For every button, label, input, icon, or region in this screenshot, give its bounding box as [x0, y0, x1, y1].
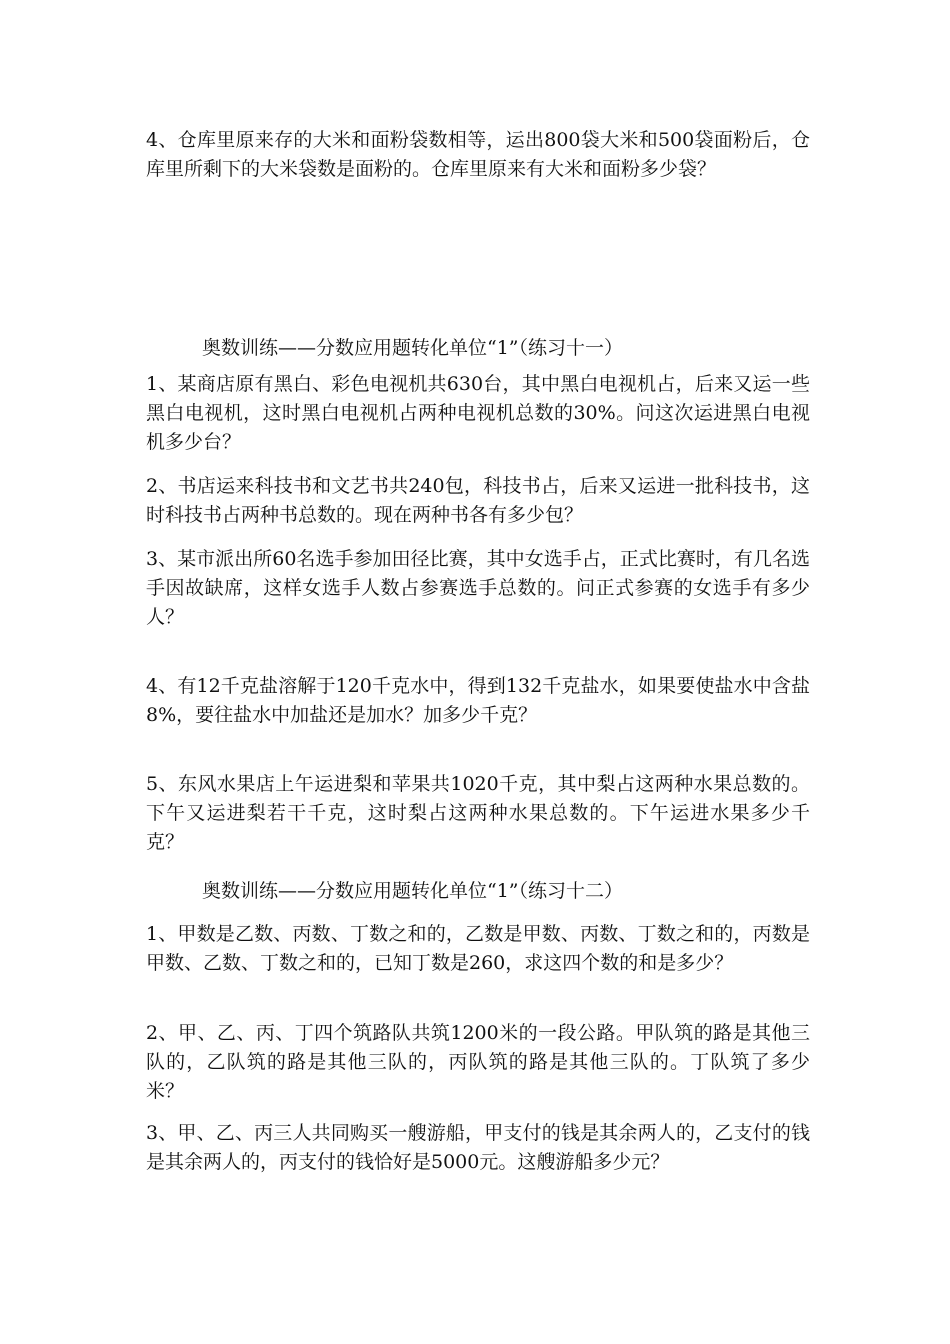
problem-paragraph: 4、仓库里原来存的大米和面粉袋数相等，运出800袋大米和500袋面粉后，仓库里所剩下的大米袋数是面粉的。仓库里原来有大米和面粉多少袋？ — [146, 129, 810, 180]
section-title-exercise-11: 奥数训练——分数应用题转化单位“1”（练习十一） — [202, 337, 624, 359]
problem-paragraph: 3、甲、乙、丙三人共同购买一艘游船，甲支付的钱是其余两人的，乙支付的钱是其余两人的，丙支付的钱恰好是5000元。这艘游船多少元？ — [146, 1122, 810, 1173]
problem-paragraph: 5、东风水果店上午运进梨和苹果共1020千克，其中梨占这两种水果总数的。下午又运进梨若干千克，这时梨占这两种水果总数的。下午运进水果多少千克？ — [146, 773, 810, 853]
problem-paragraph: 1、甲数是乙数、丙数、丁数之和的，乙数是甲数、丙数、丁数之和的，丙数是甲数、乙数、丁数之和的，已知丁数是260，求这四个数的和是多少？ — [146, 923, 810, 974]
problem-paragraph: 4、有12千克盐溶解于120千克水中，得到132千克盐水，如果要使盐水中含盐8%，要往盐水中加盐还是加水？加多少千克？ — [146, 675, 810, 726]
problem-paragraph: 2、书店运来科技书和文艺书共240包，科技书占，后来又运进一批科技书，这时科技书占两种书总数的。现在两种书各有多少包？ — [146, 475, 810, 526]
problem-paragraph: 1、某商店原有黑白、彩色电视机共630台，其中黑白电视机占，后来又运一些黑白电视机，这时黑白电视机占两种电视机总数的30%。问这次运进黑白电视机多少台？ — [146, 373, 810, 453]
problem-paragraph: 2、甲、乙、丙、丁四个筑路队共筑1200米的一段公路。甲队筑的路是其他三队的，乙队筑的路是其他三队的，丙队筑的路是其他三队的。丁队筑了多少米？ — [146, 1022, 810, 1102]
section-title-exercise-12: 奥数训练——分数应用题转化单位“1”（练习十二） — [202, 880, 624, 902]
problem-paragraph: 3、某市派出所60名选手参加田径比赛，其中女选手占，正式比赛时，有几名选手因故缺席，这样女选手人数占参赛选手总数的。问正式参赛的女选手有多少人？ — [146, 548, 810, 628]
